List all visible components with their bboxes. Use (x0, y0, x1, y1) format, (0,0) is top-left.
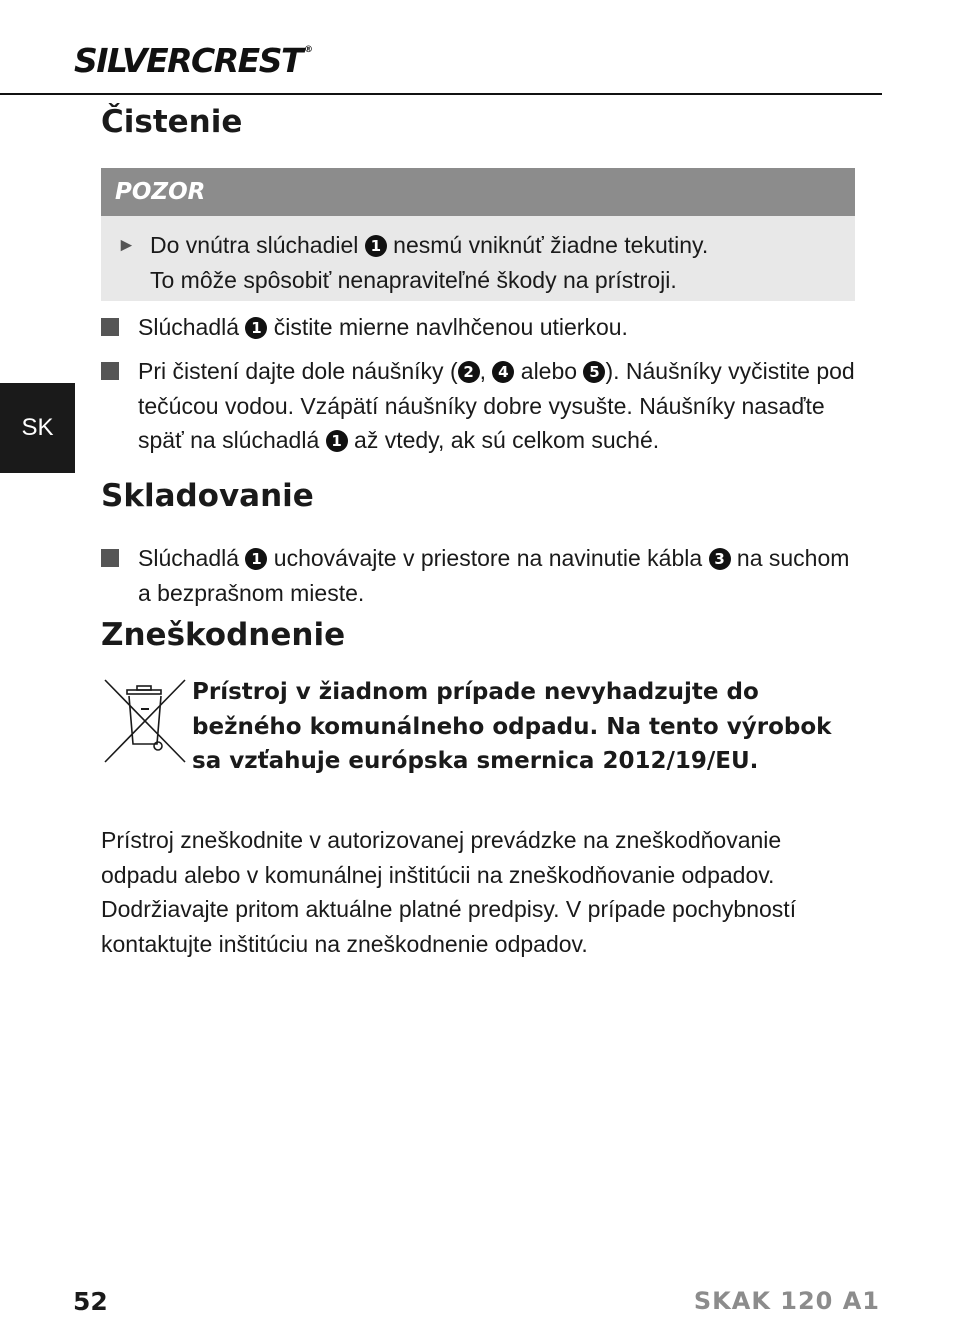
bullet-square (101, 549, 119, 567)
cleaning-bullet-1: Slúchadlá 1 čistite mierne navlhčenou utierkou. (138, 314, 628, 340)
page-number: 52 (73, 1287, 108, 1316)
storage-bullet: Slúchadlá 1 uchovávajte v priestore na navinutie kábla 3 na suchom a bezprašnom mieste. (138, 545, 850, 606)
language-tab: SK (0, 383, 75, 473)
part-number-badge: 1 (365, 235, 387, 257)
cleaning-bullet-2: Pri čistení dajte dole náušníky ( 2 , 4 alebo 5 ). Náušníky vyčistite pod tečúcou vodou. Vzápätí náušníky dobre vysušte. Náušníky nasaďte späť na slúchadlá 1 až vtedy, ak sú celkom suché. (138, 358, 855, 453)
warning-line-2: To môže spôsobiť nenapraviteľné škody na prístroji. (150, 267, 677, 293)
section-title-disposal: Zneškodnenie (101, 617, 346, 653)
part-number-badge: 4 (492, 361, 514, 383)
part-number-badge: 1 (326, 430, 348, 452)
part-number-badge: 1 (245, 317, 267, 339)
bullet-square (101, 362, 119, 380)
arrow-icon: ► (117, 235, 136, 256)
warning-title: POZOR (101, 168, 855, 216)
disposal-notice: Prístroj v žiadnom prípade nevyhadzujte do bežného komunálneho odpadu. Na tento výrobok sa vzťahuje európska smernica 2012/19/EU. (192, 679, 832, 774)
section-title-storage: Skladovanie (101, 478, 314, 514)
crossed-out-wheelie-bin-icon (103, 678, 187, 764)
warning-box (101, 216, 855, 301)
bullet-square (101, 318, 119, 336)
part-number-badge: 5 (583, 361, 605, 383)
header-rule (0, 93, 882, 95)
section-title-cleaning: Čistenie (101, 104, 243, 140)
disposal-body: Prístroj zneškodnite v autorizovanej prevádzke na zneškodňovanie odpadu alebo v komunálnej inštitúcii na zneškodňovanie odpadov. Dodržiavajte pritom aktuálne platné predpisy. V prípade pochybností kontaktujte inštitúciu na zneškodnenie odpadov. (101, 827, 797, 957)
model-label: SKAK 120 A1 (693, 1287, 880, 1315)
warning-line-1: Do vnútra slúchadiel 1 nesmú vniknúť žiadne tekutiny. (150, 232, 709, 258)
part-number-badge: 3 (709, 548, 731, 570)
brand-logo: SILVERCREST ® (74, 41, 313, 80)
part-number-badge: 1 (245, 548, 267, 570)
part-number-badge: 2 (458, 361, 480, 383)
